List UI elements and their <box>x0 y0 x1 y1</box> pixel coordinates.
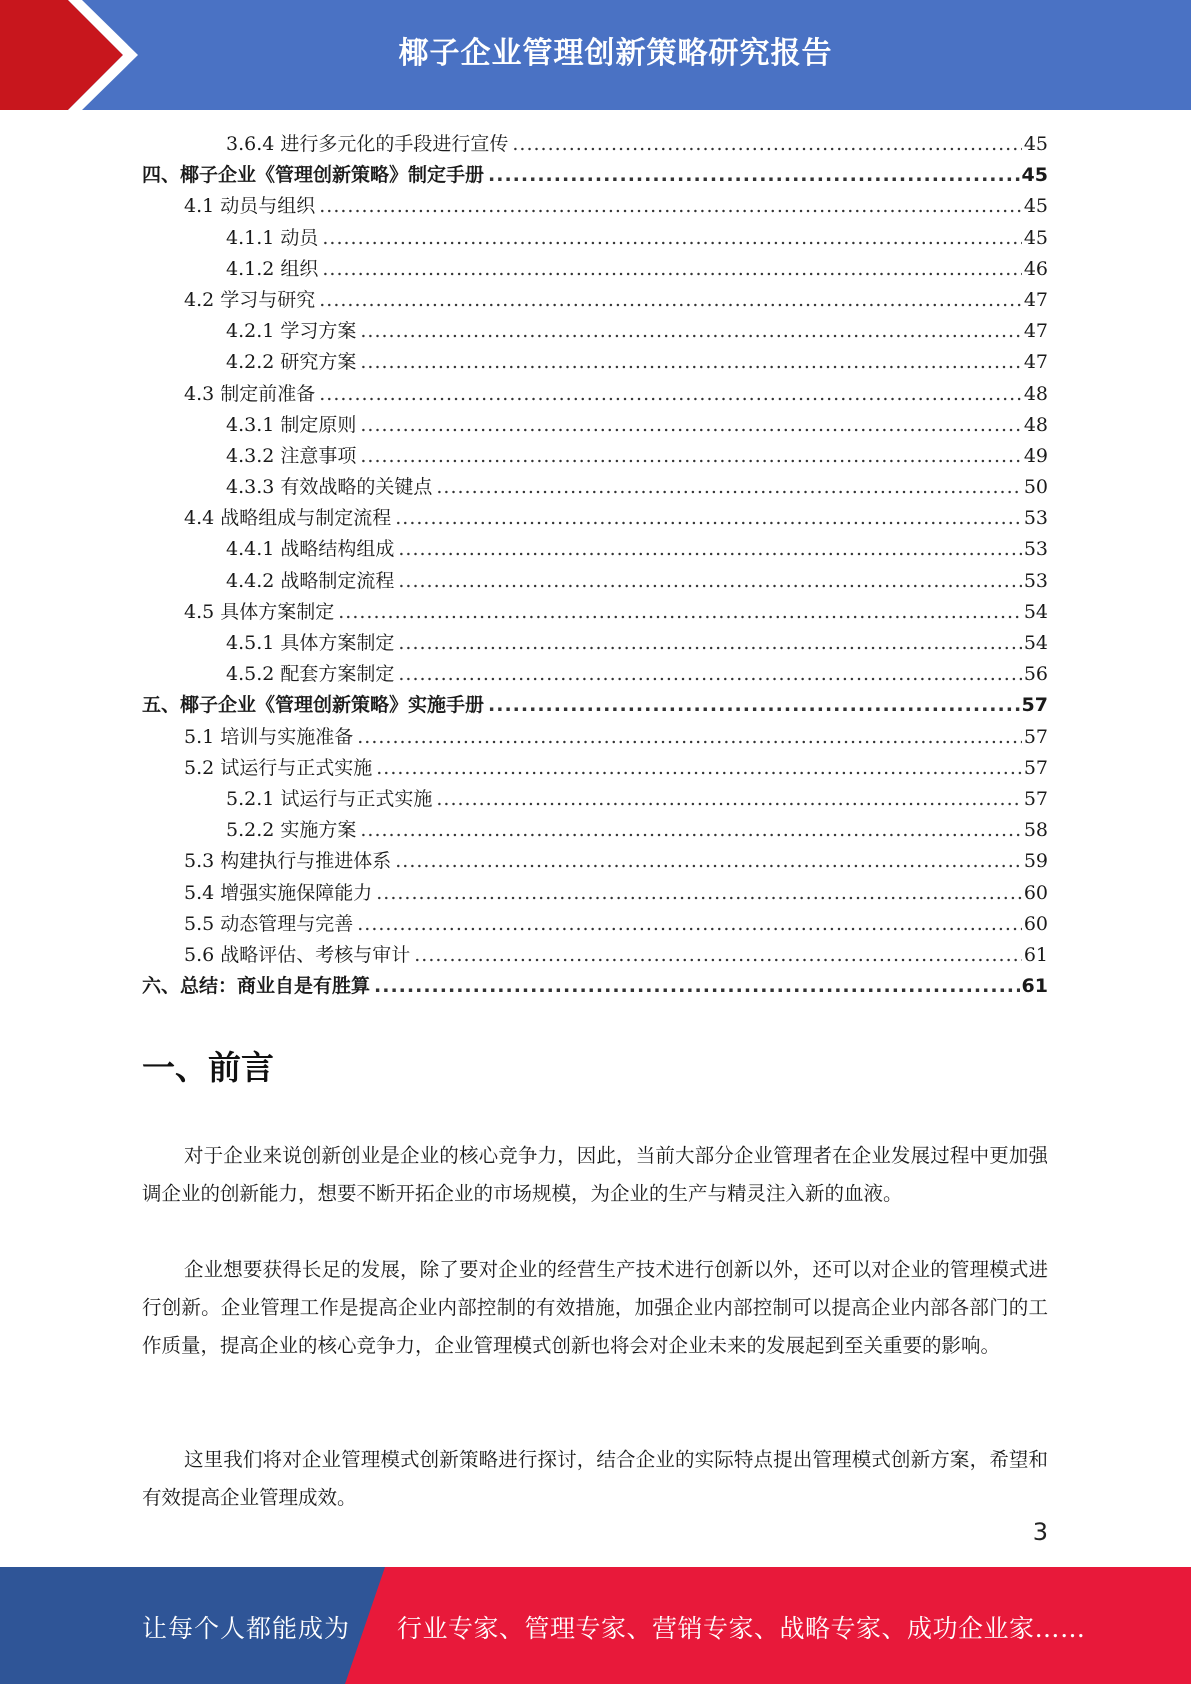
toc-page-number: 45 <box>1021 164 1048 187</box>
toc-page-number: 61 <box>1021 975 1048 998</box>
toc-page-number: 45 <box>1023 195 1048 218</box>
toc-dot-leader <box>414 940 1022 971</box>
toc-dot-leader <box>398 659 1021 690</box>
toc-page-number: 46 <box>1023 257 1048 280</box>
toc-entry-title: 4.2.2 研究方案 <box>226 351 357 374</box>
toc-page-number: 48 <box>1023 413 1048 436</box>
toc-entry-title: 5.2.1 试运行与正式实施 <box>226 787 433 810</box>
toc-dot-leader <box>376 753 1022 784</box>
toc-entry-title: 3.6.4 进行多元化的手段进行宣传 <box>226 133 509 155</box>
toc-dot-leader <box>436 784 1021 815</box>
toc-entry[interactable] <box>142 753 1048 784</box>
toc-dot-leader <box>436 472 1021 503</box>
toc-dot-leader <box>395 846 1022 877</box>
toc-dot-leader <box>319 379 1022 410</box>
toc-entry[interactable] <box>142 846 1048 877</box>
toc-entry[interactable] <box>142 940 1048 971</box>
toc-entry-title: 4.5.2 配套方案制定 <box>226 663 395 686</box>
toc-entry[interactable] <box>142 316 1048 347</box>
toc-entry[interactable] <box>142 628 1048 659</box>
toc-entry-title: 4.3 制定前准备 <box>184 382 316 405</box>
toc-entry-title: 5.5 动态管理与完善 <box>184 912 354 935</box>
toc-page-number: 45 <box>1023 133 1048 155</box>
toc-entry[interactable] <box>142 160 1048 191</box>
body-paragraph <box>142 1137 1048 1213</box>
toc-dot-leader <box>398 628 1021 659</box>
toc-entry-title: 4.3.1 制定原则 <box>226 413 357 436</box>
toc-entry[interactable] <box>142 815 1048 846</box>
body-paragraph <box>142 1251 1048 1365</box>
toc-entry-title: 五、椰子企业《管理创新策略》实施手册 <box>142 694 485 717</box>
toc-page-number: 60 <box>1023 912 1048 935</box>
toc-entry[interactable] <box>142 472 1048 503</box>
toc-dot-leader <box>322 223 1021 254</box>
toc-dot-leader <box>512 129 1021 160</box>
toc-page-number: 53 <box>1023 569 1048 592</box>
footer-slogan-left: 让每个人都能成为 <box>142 1614 351 1643</box>
toc-entry-title: 5.2.2 实施方案 <box>226 819 357 842</box>
table-of-contents <box>142 129 1048 1002</box>
toc-entry[interactable] <box>142 597 1048 628</box>
toc-dot-leader <box>357 722 1022 753</box>
page-header <box>0 0 1191 110</box>
toc-entry[interactable] <box>142 566 1048 597</box>
toc-entry[interactable] <box>142 659 1048 690</box>
toc-entry[interactable] <box>142 534 1048 565</box>
toc-entry[interactable] <box>142 410 1048 441</box>
toc-entry[interactable] <box>142 971 1048 1002</box>
footer-slogan-right: 行业专家、管理专家、营销专家、战略专家、成功企业家…… <box>397 1614 1086 1643</box>
toc-page-number: 50 <box>1023 476 1048 499</box>
toc-dot-leader <box>360 316 1021 347</box>
toc-entry-title: 4.1.2 组织 <box>226 257 319 280</box>
paragraph-text: 这里我们将对企业管理模式创新策略进行探讨，结合企业的实际特点提出管理模式创新方案，希望和有效提高企业管理成效。 <box>142 1448 1048 1509</box>
toc-entry[interactable] <box>142 254 1048 285</box>
toc-page-number: 57 <box>1021 694 1048 717</box>
toc-page-number: 47 <box>1023 320 1048 343</box>
toc-entry[interactable] <box>142 347 1048 378</box>
body-paragraph <box>142 1441 1048 1517</box>
toc-entry[interactable] <box>142 909 1048 940</box>
toc-dot-leader <box>360 441 1021 472</box>
toc-page-number: 56 <box>1023 663 1048 686</box>
page-number: 3 <box>1032 1518 1048 1546</box>
toc-page-number: 53 <box>1023 507 1048 530</box>
toc-page-number: 59 <box>1023 850 1048 873</box>
toc-dot-leader <box>376 878 1022 909</box>
toc-entry[interactable] <box>142 690 1048 721</box>
toc-page-number: 53 <box>1023 538 1048 561</box>
toc-dot-leader <box>319 285 1022 316</box>
toc-entry-title: 4.2.1 学习方案 <box>226 320 357 343</box>
toc-entry-title: 5.1 培训与实施准备 <box>184 725 354 748</box>
report-title: 椰子企业管理创新策略研究报告 <box>398 36 833 71</box>
toc-dot-leader <box>488 690 1020 721</box>
section-heading: 一、前言 <box>142 1048 274 1087</box>
paragraph-text: 对于企业来说创新创业是企业的核心竞争力，因此，当前大部分企业管理者在企业发展过程中更加强调企业的创新能力，想要不断开拓企业的市场规模，为企业的生产与精灵注入新的血液。 <box>142 1144 1048 1205</box>
toc-entry[interactable] <box>142 129 1048 160</box>
paragraph-text: 企业想要获得长足的发展，除了要对企业的经营生产技术进行创新以外，还可以对企业的管理模式进行创新。企业管理工作是提高企业内部控制的有效措施，加强企业内部控制可以提高企业内部各部门的工作质量，提高企业的核心竞争力，企业管理模式创新也将会对企业未来的发展起到至关重要的影响。 <box>142 1258 1048 1357</box>
toc-page-number: 61 <box>1023 943 1048 966</box>
toc-entry[interactable] <box>142 379 1048 410</box>
toc-entry-title: 4.4 战略组成与制定流程 <box>184 507 392 530</box>
toc-dot-leader <box>395 503 1022 534</box>
toc-dot-leader <box>488 160 1020 191</box>
toc-entry-title: 四、椰子企业《管理创新策略》制定手册 <box>142 164 485 187</box>
toc-entry-title: 4.3.2 注意事项 <box>226 444 357 467</box>
toc-dot-leader <box>338 597 1022 628</box>
toc-entry-title: 5.6 战略评估、考核与审计 <box>184 943 411 966</box>
toc-dot-leader <box>319 191 1022 222</box>
toc-entry[interactable] <box>142 285 1048 316</box>
toc-dot-leader <box>357 909 1022 940</box>
toc-entry[interactable] <box>142 441 1048 472</box>
toc-entry-title: 4.1.1 动员 <box>226 226 319 249</box>
toc-page-number: 54 <box>1023 632 1048 654</box>
toc-entry-title: 5.2 试运行与正式实施 <box>184 756 373 779</box>
toc-entry-title: 六、总结：商业自是有胜算 <box>142 975 371 998</box>
toc-page-number: 49 <box>1023 444 1048 467</box>
toc-entry-title: 4.3.3 有效战略的关键点 <box>226 476 433 499</box>
toc-entry-title: 5.4 增强实施保障能力 <box>184 881 373 904</box>
toc-entry[interactable] <box>142 722 1048 753</box>
toc-entry-title: 4.2 学习与研究 <box>184 288 316 311</box>
toc-entry[interactable] <box>142 503 1048 534</box>
toc-dot-leader <box>398 566 1021 597</box>
toc-entry-title: 5.3 构建执行与推进体系 <box>184 850 392 873</box>
toc-dot-leader <box>360 410 1021 441</box>
toc-dot-leader <box>360 347 1021 378</box>
toc-page-number: 47 <box>1023 288 1048 311</box>
toc-page-number: 58 <box>1023 819 1048 842</box>
toc-dot-leader <box>360 815 1021 846</box>
toc-entry[interactable] <box>142 223 1048 254</box>
toc-dot-leader <box>374 971 1020 1002</box>
toc-entry-title: 4.4.1 战略结构组成 <box>226 538 395 561</box>
page-footer <box>0 1567 1191 1684</box>
toc-page-number: 45 <box>1023 226 1048 249</box>
toc-entry-title: 4.5.1 具体方案制定 <box>226 632 395 654</box>
toc-page-number: 57 <box>1023 756 1048 779</box>
toc-entry[interactable] <box>142 878 1048 909</box>
toc-entry-title: 4.1 动员与组织 <box>184 195 316 218</box>
toc-page-number: 60 <box>1023 881 1048 904</box>
toc-entry-title: 4.5 具体方案制定 <box>184 600 335 623</box>
toc-entry[interactable] <box>142 784 1048 815</box>
toc-dot-leader <box>322 254 1021 285</box>
toc-entry-title: 4.4.2 战略制定流程 <box>226 569 395 592</box>
toc-page-number: 57 <box>1023 787 1048 810</box>
toc-dot-leader <box>398 534 1021 565</box>
toc-entry[interactable] <box>142 191 1048 222</box>
toc-page-number: 47 <box>1023 351 1048 374</box>
toc-page-number: 54 <box>1023 600 1048 623</box>
toc-page-number: 57 <box>1023 725 1048 748</box>
toc-page-number: 48 <box>1023 382 1048 405</box>
